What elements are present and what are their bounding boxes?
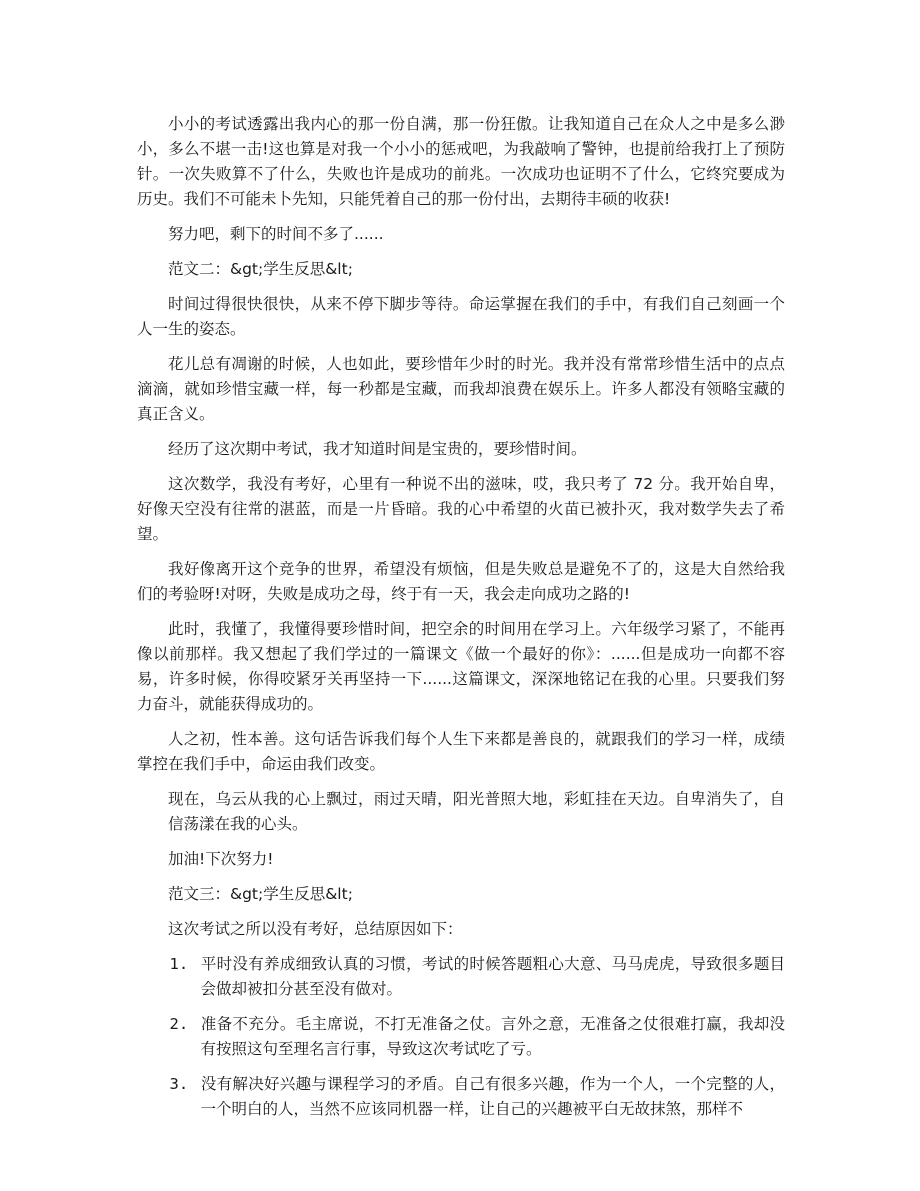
list-item — [137, 1072, 785, 1122]
paragraph: 现在，乌云从我的心上飘过，雨过天晴，阳光普照大地，彩虹挂在天边。自卑消失了，自信荡漾在我的心头。 — [168, 790, 785, 833]
list-item — [137, 952, 785, 1002]
paragraph: 人之初，性本善。这句话告诉我们每个人生下来都是善良的，就跟我们的学习一样，成绩掌控在我们手中，命运由我们改变。 — [137, 730, 785, 773]
paragraph: 此时，我懂了，我懂得要珍惜时间，把空余的时间用在学习上。六年级学习紧了，不能再像以前那样。我又想起了我们学过的一篇课文《做一个最好的你》：......但是成功一向都不容易，许多时候，你得咬紧牙关再坚持一下......这篇课文，深深地铭记在我的心里。只要我们努力奋斗，就能获得成功的。 — [137, 620, 785, 713]
list-text: 准备不充分。毛主席说，不打无准备之仗。言外之意，无准备之仗很难打赢，我却没有按照这句至理名言行事，导致这次考试吃了亏。 — [200, 1015, 785, 1058]
paragraph: 花儿总有凋谢的时候，人也如此，要珍惜年少时的时光。我并没有常常珍惜生活中的点点滴滴，就如珍惜宝藏一样，每一秒都是宝藏，而我却浪费在娱乐上。许多人都没有领略宝藏的真正含义。 — [137, 355, 785, 423]
paragraph: 加油!下次努力! — [168, 850, 274, 868]
paragraph: 时间过得很快很快，从来不停下脚步等待。命运掌握在我们的手中，有我们自己刻画一个人一生的姿态。 — [137, 295, 785, 338]
section-heading: 范文二：&gt;学生反思&lt; — [168, 260, 353, 278]
paragraph: 努力吧，剩下的时间不多了...... — [168, 225, 384, 243]
list-number: 2. — [169, 1015, 189, 1033]
list-item — [137, 1012, 785, 1062]
list-number: 3. — [169, 1075, 189, 1093]
paragraph: 经历了这次期中考试，我才知道时间是宝贵的，要珍惜时间。 — [168, 440, 587, 458]
paragraph: 我好像离开这个竞争的世界，希望没有烦恼，但是失败总是避免不了的，这是大自然给我们的考验呀!对呀，失败是成功之母，终于有一天，我会走向成功之路的! — [137, 560, 785, 603]
document-body — [137, 112, 785, 1132]
paragraph: 这次数学，我没有考好，心里有一种说不出的滋味，哎，我只考了 72 分。我开始自卑，好像天空没有往常的湛蓝，而是一片昏暗。我的心中希望的火苗已被扑灭，我对数学失去了希望。 — [137, 475, 785, 543]
list-number: 1. — [169, 955, 189, 973]
paragraph: 小小的考试透露出我内心的那一份自满，那一份狂傲。让我知道自己在众人之中是多么渺小，多么不堪一击!这也算是对我一个小小的惩戒吧，为我敲响了警钟，也提前给我打上了预防针。一次失败算不了什么，失败也许是成功的前兆。一次成功也证明不了什么，它终究要成为历史。我们不可能未卜先知，只能凭着自己的那一份付出，去期待丰硕的收获! — [137, 115, 785, 208]
paragraph: 这次考试之所以没有考好，总结原因如下： — [168, 920, 463, 938]
list-text: 没有解决好兴趣与课程学习的矛盾。自己有很多兴趣，作为一个人，一个完整的人，一个明白的人，当然不应该同机器一样，让自己的兴趣被平白无故抹煞，那样不 — [200, 1075, 785, 1118]
list-text: 平时没有养成细致认真的习惯，考试的时候答题粗心大意、马马虎虎，导致很多题目会做却被扣分甚至没有做对。 — [200, 955, 785, 998]
section-heading: 范文三：&gt;学生反思&lt; — [168, 885, 353, 903]
